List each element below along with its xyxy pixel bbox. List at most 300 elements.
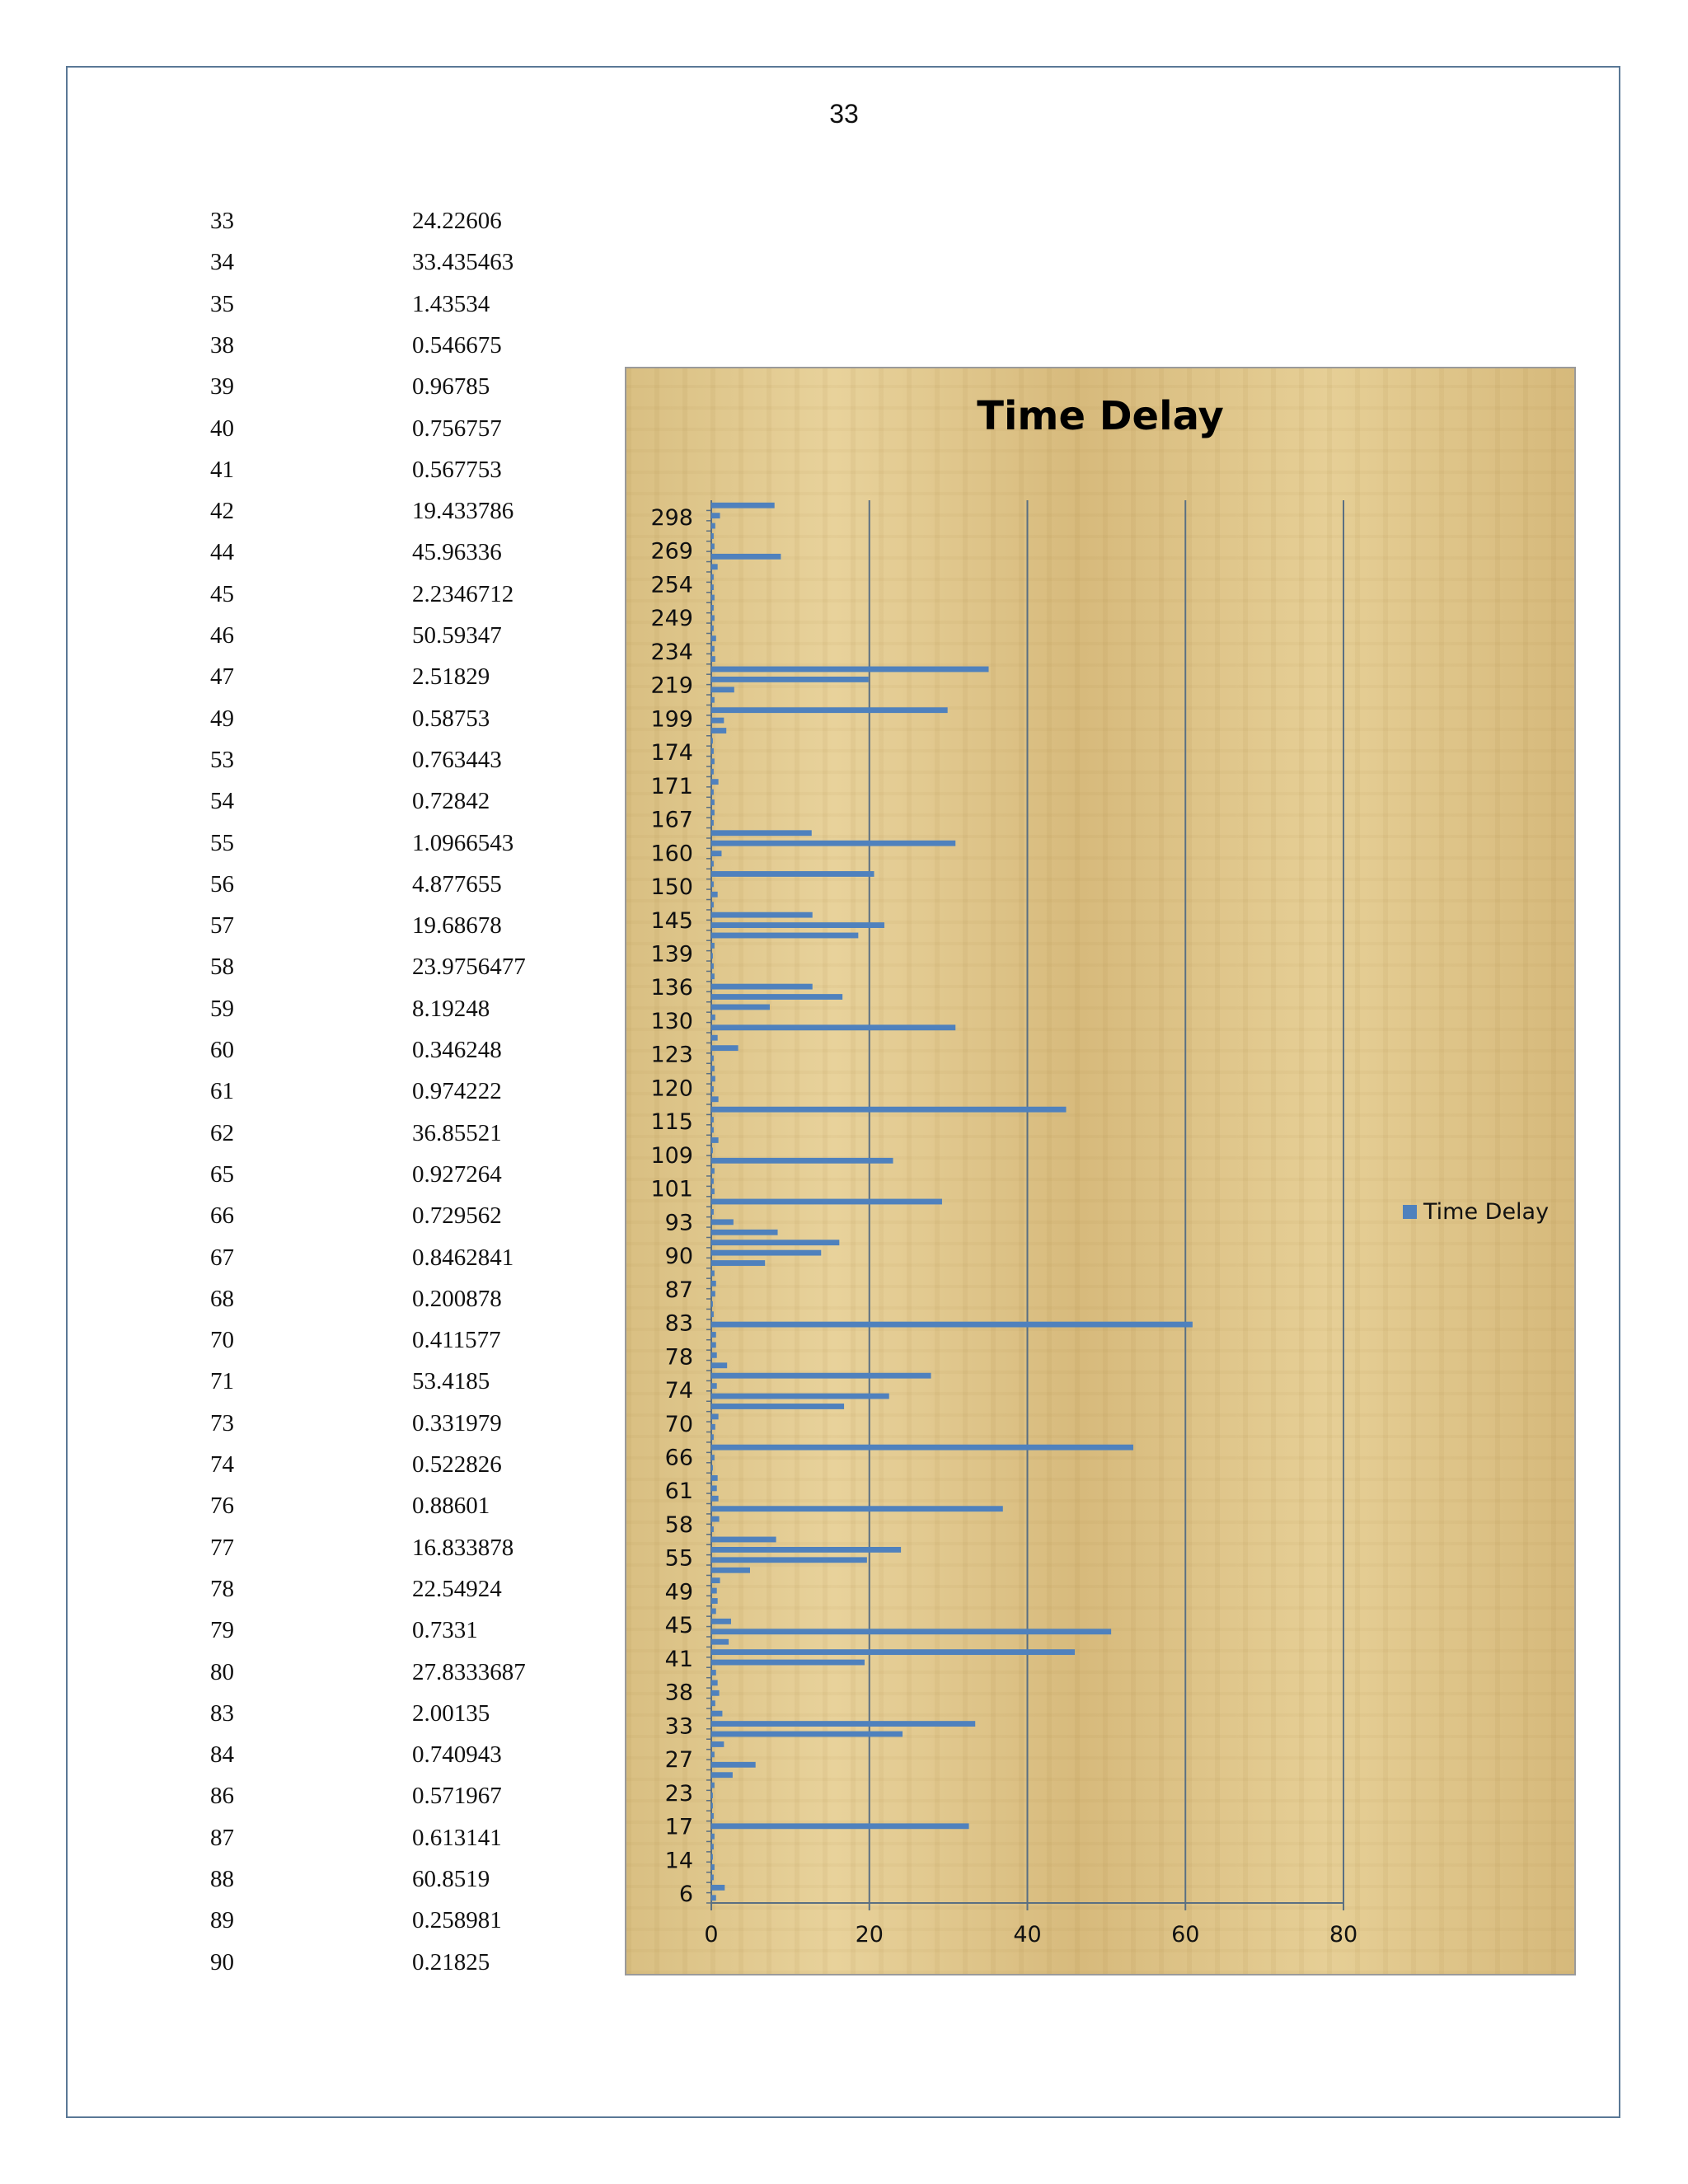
table-row (210, 1493, 622, 1526)
row-value: 19.68678 (412, 912, 502, 940)
bar (711, 1598, 718, 1604)
row-value: 0.96785 (412, 373, 490, 401)
table-row (210, 1368, 622, 1401)
bar (711, 1680, 718, 1685)
bar (711, 533, 714, 539)
bar (711, 574, 714, 580)
chart-legend (1403, 1199, 1549, 1225)
y-tick-label: 160 (650, 841, 693, 867)
bar (711, 635, 716, 641)
table-row (210, 1161, 622, 1194)
y-tick-label: 101 (650, 1176, 693, 1202)
y-tick-label: 33 (664, 1713, 693, 1740)
y-tick-label: 83 (664, 1310, 693, 1337)
bar (711, 758, 715, 764)
bar (711, 728, 726, 733)
legend-label: Time Delay (1423, 1199, 1550, 1225)
table-row (210, 1617, 622, 1650)
y-tick-label: 6 (678, 1882, 693, 1907)
row-id: 62 (210, 1119, 234, 1146)
row-value: 45.96336 (412, 539, 502, 566)
bar (711, 1875, 714, 1881)
page-number: 33 (829, 99, 859, 129)
table-row (210, 1037, 622, 1070)
bar (711, 953, 713, 958)
row-id: 71 (210, 1368, 234, 1395)
row-id: 35 (210, 290, 234, 317)
bar (711, 1629, 1111, 1634)
bar (711, 1352, 717, 1358)
bar (711, 584, 714, 590)
row-value: 22.54924 (412, 1575, 502, 1602)
bar (711, 1015, 715, 1020)
bar (711, 943, 715, 949)
y-tick-label: 45 (664, 1613, 693, 1639)
bar (711, 1577, 720, 1583)
table-row (210, 539, 622, 572)
bar (711, 1117, 714, 1122)
table-row (210, 1327, 622, 1360)
bar (711, 1537, 776, 1543)
bar (711, 1547, 901, 1553)
row-id: 56 (210, 870, 234, 898)
bar (711, 1516, 720, 1522)
row-id: 79 (210, 1617, 234, 1644)
bar (711, 1188, 715, 1194)
table-row (210, 996, 622, 1029)
y-tick-label: 109 (650, 1142, 693, 1169)
bar (711, 1394, 889, 1399)
bar (711, 1854, 713, 1860)
row-value: 0.21825 (412, 1948, 490, 1975)
y-tick-label: 27 (664, 1747, 693, 1774)
row-id: 87 (210, 1824, 234, 1851)
table-row (210, 871, 622, 904)
bar (711, 1793, 713, 1798)
bar (711, 1844, 714, 1849)
bar (711, 543, 715, 549)
bar (711, 738, 713, 744)
bar (711, 1301, 713, 1307)
bar (711, 973, 715, 979)
row-value: 0.200878 (412, 1285, 502, 1312)
bar (711, 861, 714, 867)
row-id: 66 (210, 1202, 234, 1230)
bar (711, 1250, 821, 1256)
bar (711, 1609, 716, 1615)
bar (711, 718, 724, 724)
bar (711, 1885, 724, 1891)
bar (711, 1199, 942, 1205)
bar (711, 1137, 719, 1143)
row-id: 47 (210, 663, 234, 691)
y-tick-label: 167 (650, 807, 693, 833)
row-id: 39 (210, 373, 234, 401)
bar (711, 707, 948, 713)
bar (711, 1056, 714, 1062)
row-value: 23.9756477 (412, 954, 526, 981)
y-tick-label: 87 (664, 1277, 693, 1303)
row-value: 36.85521 (412, 1119, 502, 1146)
table-row (210, 912, 622, 945)
row-value: 53.4185 (412, 1368, 490, 1395)
bar (711, 595, 715, 601)
row-id: 59 (210, 995, 234, 1022)
y-tick-label: 14 (664, 1848, 693, 1874)
row-value: 8.19248 (412, 995, 490, 1022)
bar (711, 1209, 714, 1215)
table-row (210, 1907, 622, 1940)
row-value: 1.43534 (412, 290, 490, 317)
y-tick-label: 171 (650, 773, 693, 799)
bar (711, 1506, 1003, 1511)
bar (711, 922, 884, 928)
table-row (210, 249, 622, 282)
table-row (210, 581, 622, 614)
x-tick-label: 0 (704, 1922, 719, 1947)
bar (711, 963, 714, 969)
bar (711, 1311, 714, 1317)
bar (711, 1260, 765, 1266)
row-value: 0.756757 (412, 415, 502, 442)
table-row (210, 663, 622, 696)
table-row (210, 1078, 622, 1111)
table-row (210, 1202, 622, 1235)
bar (711, 646, 715, 652)
bar (711, 1834, 715, 1840)
row-id: 38 (210, 331, 234, 359)
bar (711, 1803, 713, 1809)
table-row (210, 705, 622, 738)
y-tick-label: 249 (650, 606, 693, 632)
bar (711, 1107, 1066, 1113)
bar (711, 615, 715, 621)
y-tick-label: 74 (664, 1378, 693, 1404)
bar (711, 1660, 865, 1666)
y-tick-label: 17 (664, 1814, 693, 1840)
table-row (210, 747, 622, 780)
bar (711, 830, 812, 836)
bar (711, 1568, 750, 1573)
bar (711, 1751, 715, 1757)
bar (711, 1557, 867, 1563)
bar (711, 605, 714, 611)
bar (711, 1445, 1133, 1451)
bar (711, 1291, 715, 1296)
bar (711, 1086, 714, 1092)
row-value: 0.567753 (412, 456, 502, 483)
bar (711, 554, 781, 560)
bar (711, 1281, 716, 1286)
row-value: 60.8519 (412, 1866, 490, 1892)
bar (711, 1772, 733, 1778)
table-row (210, 1535, 622, 1568)
bar (711, 984, 813, 990)
table-row (210, 498, 622, 531)
table-row (210, 1244, 622, 1277)
bar (711, 1147, 713, 1153)
x-tick-label: 80 (1329, 1922, 1358, 1947)
bar (711, 902, 714, 907)
bar (711, 1485, 717, 1491)
bar (711, 1783, 715, 1788)
bar (711, 564, 718, 569)
y-tick-label: 61 (664, 1479, 693, 1505)
row-id: 61 (210, 1078, 234, 1105)
x-tick-label: 20 (855, 1922, 884, 1947)
row-id: 88 (210, 1866, 234, 1892)
bar (711, 1895, 716, 1900)
bar (711, 1823, 969, 1829)
y-tick-label: 234 (650, 639, 693, 665)
bar (711, 1404, 844, 1409)
row-value: 0.974222 (412, 1078, 502, 1105)
bar (711, 523, 715, 529)
bar-chart (626, 368, 1574, 1974)
bar (711, 1383, 717, 1389)
row-id: 73 (210, 1409, 234, 1436)
bar (711, 1343, 716, 1348)
bar (711, 799, 715, 805)
bar (711, 1322, 1193, 1328)
bar (711, 1045, 738, 1051)
y-tick-label: 199 (650, 706, 693, 733)
bar (711, 1373, 931, 1379)
bar (711, 881, 714, 887)
y-tick-label: 254 (650, 572, 693, 598)
bar (711, 1649, 1075, 1655)
bar (711, 871, 874, 877)
bar (711, 1475, 718, 1481)
table-row (210, 1825, 622, 1858)
y-tick-label: 145 (650, 907, 693, 934)
row-id: 33 (210, 208, 234, 234)
bar (711, 1639, 729, 1645)
bar (711, 1690, 720, 1696)
bar (711, 994, 842, 1000)
bar (711, 1864, 715, 1870)
y-tick-label: 90 (664, 1244, 693, 1270)
row-id: 53 (210, 746, 234, 773)
bar (711, 769, 714, 775)
row-id: 40 (210, 415, 234, 442)
row-value: 4.877655 (412, 870, 502, 898)
table-row (210, 457, 622, 490)
row-id: 65 (210, 1160, 234, 1188)
y-tick-label: 298 (650, 505, 693, 531)
bar (711, 1619, 731, 1624)
y-tick-label: 38 (664, 1680, 693, 1706)
row-value: 0.72842 (412, 788, 490, 815)
row-id: 60 (210, 1037, 234, 1063)
row-value: 0.571967 (412, 1783, 502, 1810)
bar (711, 1179, 714, 1184)
row-id: 80 (210, 1658, 234, 1685)
bar (711, 841, 955, 846)
x-tick-label: 40 (1013, 1922, 1042, 1947)
table-row (210, 622, 622, 655)
bar (711, 748, 714, 754)
row-value: 0.331979 (412, 1409, 502, 1436)
row-value: 0.7331 (412, 1617, 478, 1644)
table-row (210, 415, 622, 448)
bar (711, 1413, 719, 1419)
row-value: 0.411577 (412, 1327, 501, 1354)
bar (711, 667, 989, 673)
table-row (210, 1120, 622, 1153)
row-value: 0.729562 (412, 1202, 502, 1230)
y-tick-label: 120 (650, 1076, 693, 1102)
table-row (210, 788, 622, 821)
bar (711, 1127, 714, 1133)
row-id: 58 (210, 954, 234, 981)
row-value: 0.522826 (412, 1451, 502, 1478)
bar (711, 1588, 717, 1594)
bar (711, 912, 813, 918)
row-value: 0.58753 (412, 705, 490, 732)
bar (711, 1496, 719, 1502)
table-row (210, 1286, 622, 1319)
bar (711, 1762, 756, 1768)
y-tick-label: 93 (664, 1210, 693, 1236)
bar (711, 626, 714, 631)
y-tick-label: 130 (650, 1008, 693, 1034)
row-id: 54 (210, 788, 234, 815)
bar (711, 1096, 719, 1102)
table-row (210, 1783, 622, 1816)
y-tick-label: 58 (664, 1511, 693, 1538)
bar (711, 790, 714, 795)
table-row (210, 291, 622, 324)
bar (711, 1526, 714, 1532)
y-tick-label: 269 (650, 538, 693, 565)
table-row (210, 830, 622, 863)
bar (711, 1362, 727, 1368)
bar (711, 1158, 893, 1164)
row-value: 2.00135 (412, 1699, 490, 1727)
row-id: 57 (210, 912, 234, 940)
table-row (210, 1576, 622, 1609)
row-id: 45 (210, 580, 234, 607)
row-id: 67 (210, 1244, 234, 1271)
y-tick-label: 123 (650, 1042, 693, 1068)
y-tick-label: 115 (650, 1109, 693, 1136)
table-row (210, 954, 622, 987)
bar (711, 1465, 713, 1471)
row-id: 34 (210, 249, 234, 276)
row-value: 0.927264 (412, 1160, 502, 1188)
row-id: 89 (210, 1907, 234, 1934)
row-id: 84 (210, 1741, 234, 1769)
bar (711, 1332, 716, 1338)
row-value: 0.613141 (412, 1824, 502, 1851)
bar (711, 656, 715, 662)
bar (711, 697, 715, 703)
bar (711, 1424, 715, 1430)
bar (711, 892, 718, 898)
row-id: 86 (210, 1783, 234, 1810)
bar (711, 1168, 715, 1174)
table-row (210, 1741, 622, 1774)
bar (711, 1732, 903, 1737)
bar (711, 851, 721, 856)
row-value: 2.51829 (412, 663, 490, 691)
row-id: 76 (210, 1493, 234, 1520)
bar (711, 1434, 714, 1440)
row-value: 33.435463 (412, 249, 514, 276)
row-value: 27.8333687 (412, 1658, 526, 1685)
bar (711, 1230, 778, 1235)
y-tick-label: 66 (664, 1445, 693, 1471)
bar (711, 1455, 715, 1460)
table-row (210, 1866, 622, 1899)
row-value: 2.2346712 (412, 580, 514, 607)
y-tick-label: 41 (664, 1646, 693, 1672)
y-tick-label: 139 (650, 941, 693, 968)
bar (711, 1240, 839, 1245)
row-id: 55 (210, 829, 234, 856)
bar (711, 687, 734, 692)
row-id: 46 (210, 622, 234, 649)
row-id: 44 (210, 539, 234, 566)
y-tick-label: 55 (664, 1545, 693, 1572)
table-row (210, 1451, 622, 1484)
chart-frame (625, 367, 1576, 1975)
bar (711, 820, 714, 826)
table-row (210, 208, 622, 241)
table-row (210, 1410, 622, 1443)
chart-title: Time Delay (977, 393, 1224, 439)
row-value: 24.22606 (412, 208, 502, 234)
row-id: 77 (210, 1534, 234, 1561)
bar (711, 1005, 770, 1010)
bar (711, 1700, 715, 1706)
bar (711, 677, 869, 682)
table-row (210, 1949, 622, 1982)
table-row (210, 1700, 622, 1733)
bar (711, 1219, 734, 1225)
row-value: 0.546675 (412, 331, 502, 359)
bar (711, 1721, 975, 1727)
y-tick-label: 70 (664, 1411, 693, 1437)
row-value: 0.740943 (412, 1741, 502, 1769)
row-id: 49 (210, 705, 234, 732)
bar (711, 1741, 724, 1747)
bar (711, 1024, 955, 1030)
row-value: 0.258981 (412, 1907, 502, 1934)
row-id: 74 (210, 1451, 234, 1478)
row-value: 19.433786 (412, 498, 514, 525)
y-tick-label: 49 (664, 1579, 693, 1605)
row-id: 90 (210, 1948, 234, 1975)
row-id: 78 (210, 1575, 234, 1602)
bar (711, 1066, 715, 1071)
bar (711, 933, 858, 939)
y-tick-label: 150 (650, 874, 693, 901)
bar (711, 779, 719, 785)
bar (711, 1076, 715, 1082)
row-value: 0.88601 (412, 1493, 490, 1520)
y-tick-label: 23 (664, 1780, 693, 1807)
x-tick-label: 60 (1171, 1922, 1200, 1947)
bar (711, 1271, 715, 1277)
bar (711, 809, 715, 815)
row-value: 1.0966543 (412, 829, 514, 856)
bar (711, 1813, 714, 1819)
y-tick-label: 78 (664, 1344, 693, 1371)
row-value: 0.763443 (412, 746, 502, 773)
row-value: 0.346248 (412, 1037, 502, 1063)
